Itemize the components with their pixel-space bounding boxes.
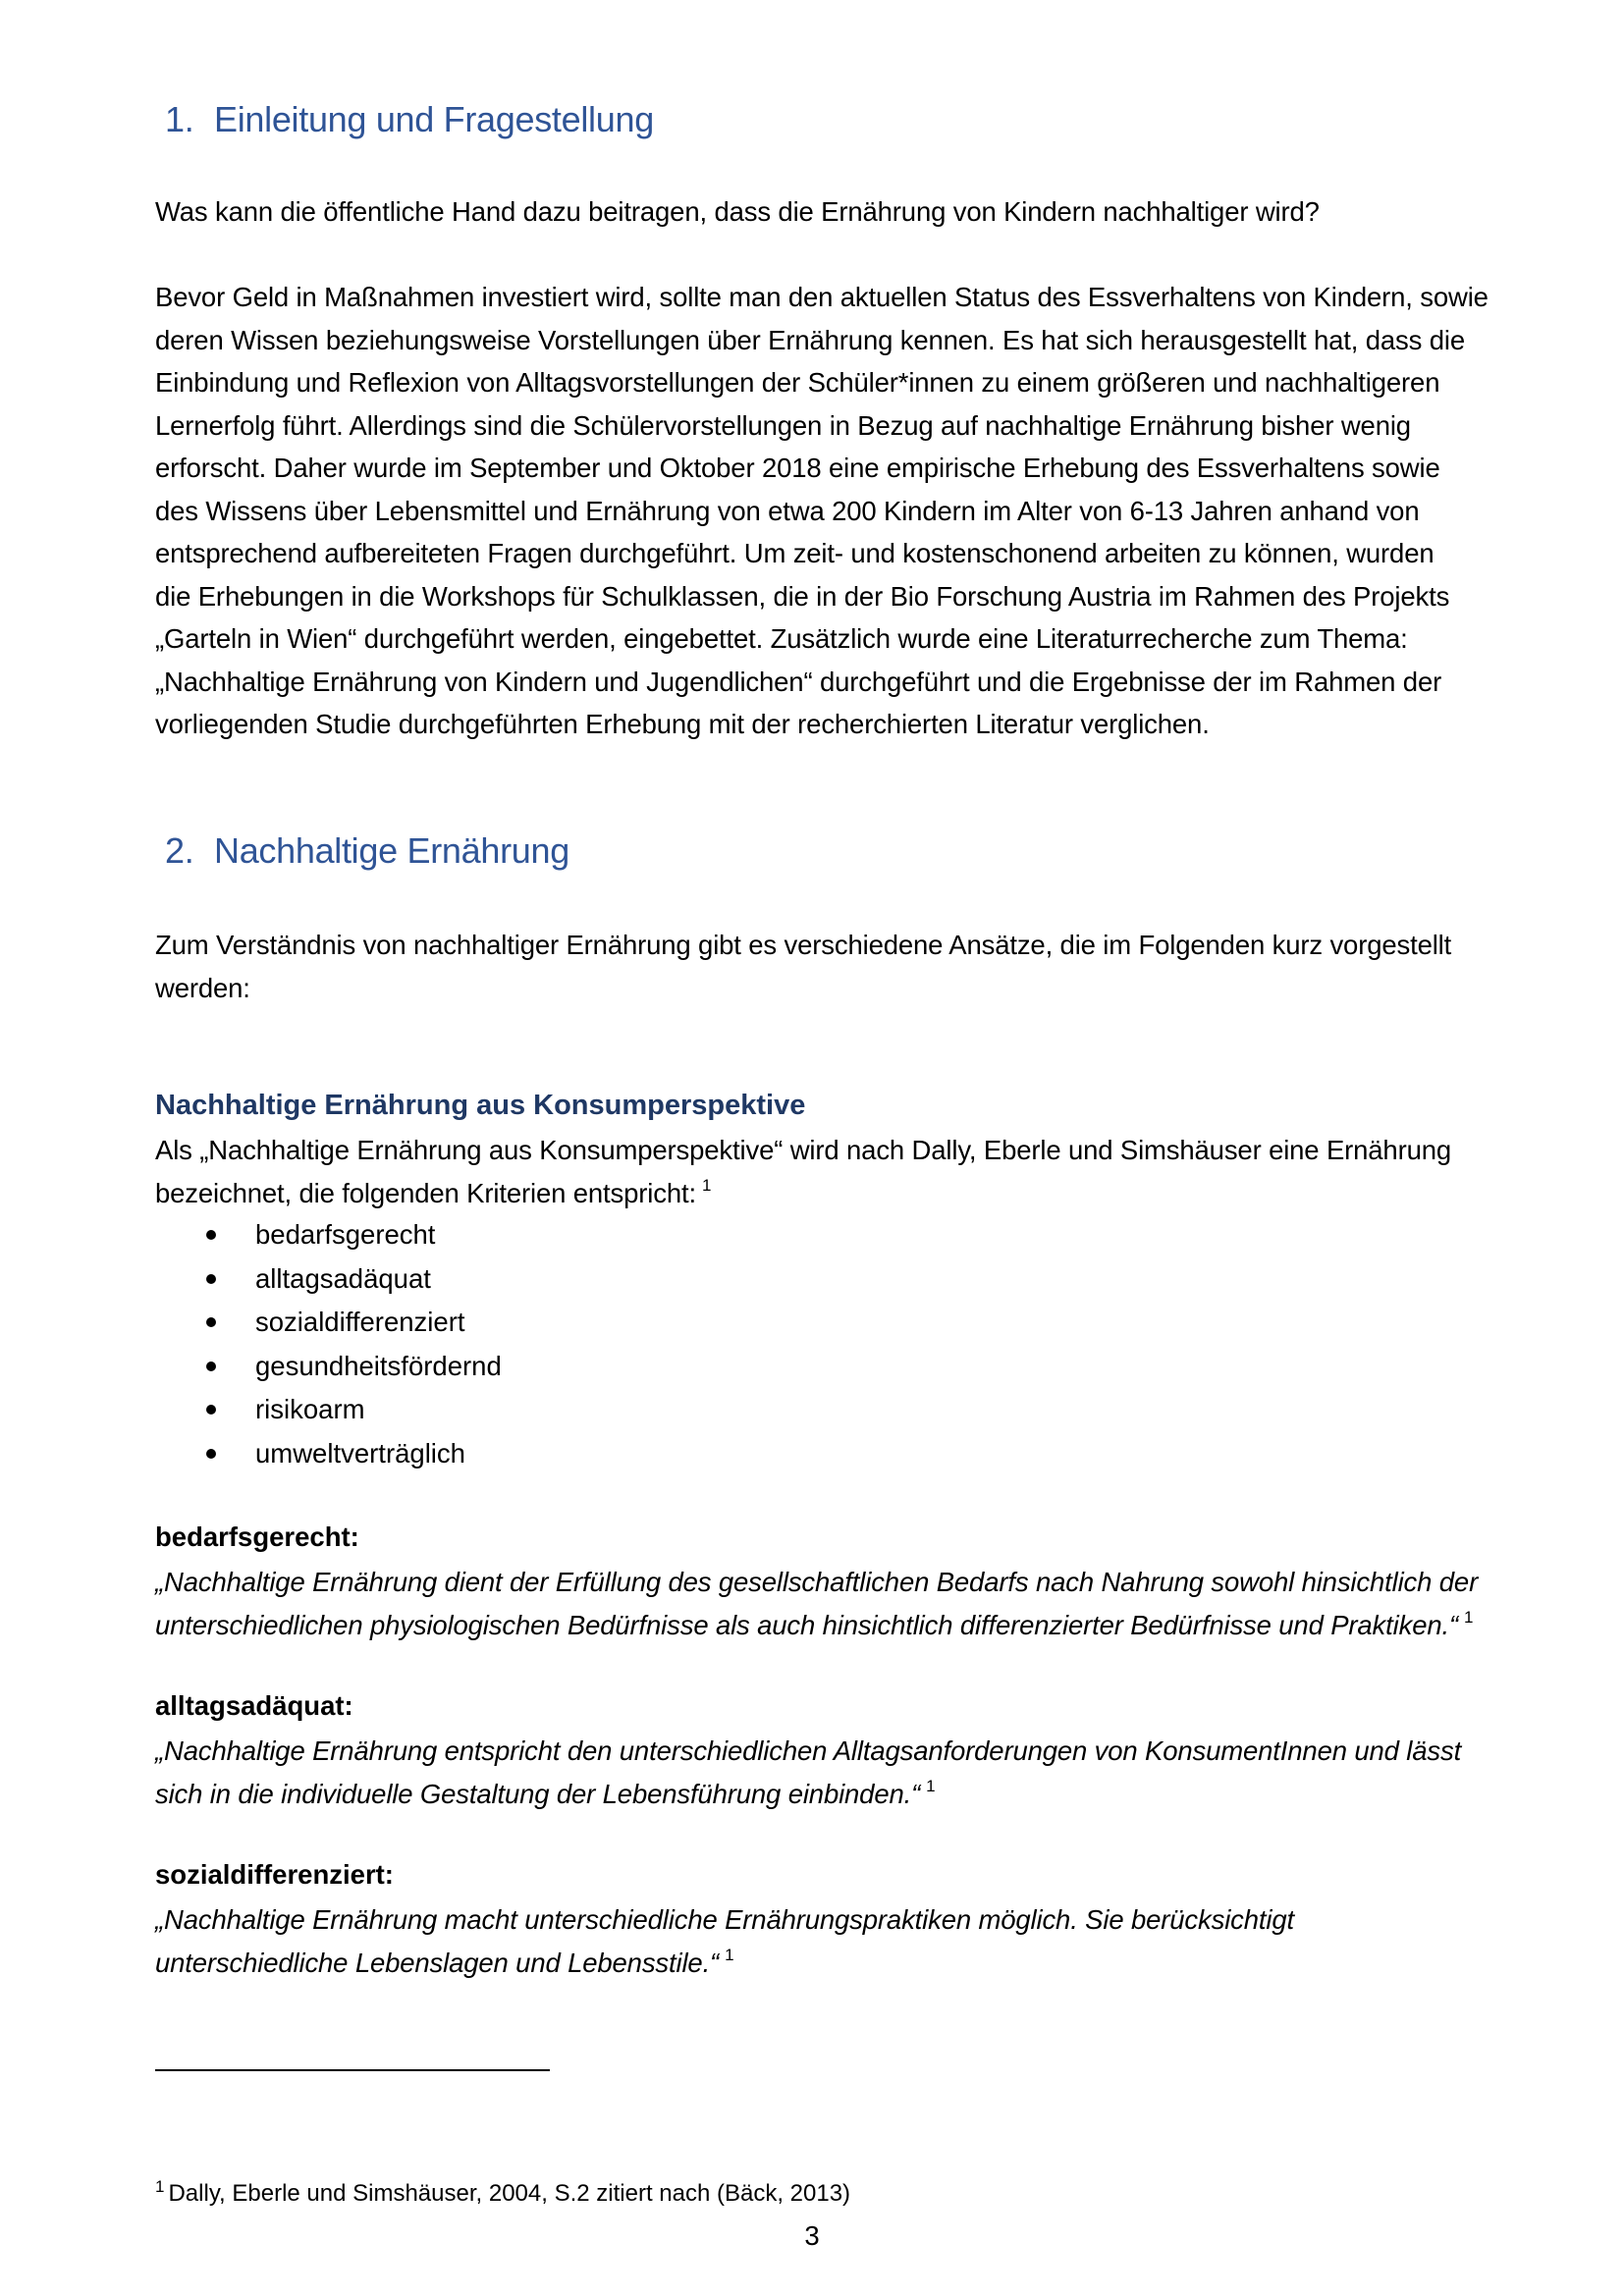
sub-intro-line	[155, 1172, 1549, 1219]
quote-line	[155, 1604, 1478, 1651]
sub-intro-text: bezeichnet, die folgenden Kriterien entspricht:	[155, 1177, 696, 1208]
body-line: „Garteln in Wien“ durchgeführt werden, eingebettet. Zusätzlich wurde eine Literaturrecherche zum Thema:	[155, 623, 1408, 654]
criteria-label: risikoarm	[255, 1394, 365, 1424]
sub-intro	[155, 1129, 1549, 1218]
bullet-icon	[206, 1274, 216, 1284]
footnote-reference[interactable]: 1	[701, 1175, 712, 1195]
quote-line: „Nachhaltige Ernährung dient der Erfüllung des gesellschaftlichen Bedarfs nach Nahrung sowohl hinsichtlich der	[155, 1567, 1479, 1597]
criteria-label: gesundheitsfördernd	[255, 1350, 502, 1381]
body-line: Bevor Geld in Maßnahmen investiert wird, sollte man den aktuellen Status des Essverhaltens von Kindern, sowie	[155, 282, 1489, 312]
list-item	[155, 1301, 502, 1345]
body-line: deren Wissen beziehungsweise Vorstellungen über Ernährung kennen. Es hat sich herausgestellt hat, dass die	[155, 324, 1465, 355]
bullet-icon	[206, 1362, 216, 1371]
definition-quote	[155, 1561, 1478, 1650]
quote-text: sich in die individuelle Gestaltung der Lebensführung einbinden.“	[155, 1778, 921, 1809]
body-line: des Wissens über Lebensmittel und Ernährung von etwa 200 Kindern im Alter von 6-13 Jahren anhand von	[155, 495, 1420, 526]
intro-line: Zum Verständnis von nachhaltiger Ernährung gibt es verschiedene Ansätze, die im Folgenden kurz vorgestellt	[155, 930, 1452, 960]
question-line: Was kann die öffentliche Hand dazu beitragen, dass die Ernährung von Kindern nachhaltiger wird?	[155, 196, 1320, 227]
footnote-reference[interactable]: 1	[725, 1945, 734, 1964]
section-1-body	[155, 276, 1549, 746]
definition-term: sozialdifferenziert:	[155, 1859, 394, 1890]
definition-quote	[155, 1730, 1461, 1819]
section-1-number: 1.	[165, 99, 194, 139]
section-2-intro	[155, 924, 1549, 1009]
quote-text: unterschiedliche Lebenslagen und Lebensstile.“	[155, 1947, 720, 1978]
footnote-reference[interactable]: 1	[926, 1776, 936, 1795]
body-line: vorliegenden Studie durchgeführten Erhebung mit der recherchierten Literatur verglichen.	[155, 709, 1210, 739]
section-2-heading	[165, 830, 569, 872]
quote-line: „Nachhaltige Ernährung entspricht den unterschiedlichen Alltagsanforderungen von KonsumentInnen und lässt	[155, 1735, 1462, 1766]
criteria-list	[155, 1213, 502, 1475]
footnote-text: Dally, Eberle und Simshäuser, 2004, S.2 zitiert nach (Bäck, 2013)	[168, 2180, 851, 2207]
definition-term: alltagsadäquat:	[155, 1690, 353, 1721]
quote-text: unterschiedlichen physiologischen Bedürfnisse als auch hinsichtlich differenzierter Bedürfnisse und Praktiken.“	[155, 1609, 1458, 1640]
criteria-label: bedarfsgerecht	[255, 1219, 436, 1250]
body-line: die Erhebungen in die Workshops für Schulklassen, die in der Bio Forschung Austria im Rahmen des Projekts	[155, 580, 1450, 612]
page-number: 3	[804, 2220, 820, 2251]
body-line: Lernerfolg führt. Allerdings sind die Schülervorstellungen in Bezug auf nachhaltige Ernährung bisher wenig	[155, 409, 1411, 441]
footnote-separator	[155, 2069, 550, 2071]
bullet-icon	[206, 1230, 216, 1240]
sub-intro-line: Als „Nachhaltige Ernährung aus Konsumperspektive“ wird nach Dally, Eberle und Simshäuser eine Ernährung	[155, 1135, 1452, 1165]
body-line: „Nachhaltige Ernährung von Kindern und Jugendlichen“ durchgeführt und die Ergebnisse der im Rahmen der	[155, 666, 1442, 697]
bullet-icon	[206, 1405, 216, 1415]
body-line: entsprechend aufbereiteten Fragen durchgeführt. Um zeit- und kostenschonend arbeiten zu können, wurden	[155, 538, 1435, 568]
subheading-konsumperspektive: Nachhaltige Ernährung aus Konsumperspektive	[155, 1090, 806, 1121]
bullet-icon	[206, 1317, 216, 1327]
quote-line	[155, 1773, 1461, 1820]
criteria-label: sozialdifferenziert	[255, 1307, 465, 1337]
bullet-icon	[206, 1449, 216, 1459]
quote-line	[155, 1942, 1294, 1989]
footnote	[155, 2177, 851, 2208]
footnote-mark: 1	[155, 2177, 165, 2196]
intro-line: werden:	[155, 972, 250, 1003]
list-item	[155, 1213, 502, 1257]
footnote-reference[interactable]: 1	[1464, 1607, 1474, 1627]
definition-quote	[155, 1898, 1294, 1988]
list-item	[155, 1432, 502, 1476]
list-item	[155, 1388, 502, 1432]
list-item	[155, 1257, 502, 1302]
section-2-title: Nachhaltige Ernährung	[214, 830, 569, 871]
list-item	[155, 1345, 502, 1389]
criteria-label: umweltverträglich	[255, 1437, 465, 1468]
definition-term: bedarfsgerecht:	[155, 1522, 359, 1552]
section-1-heading	[165, 99, 654, 140]
body-line: erforscht. Daher wurde im September und Oktober 2018 eine empirische Erhebung des Essverhaltens sowie	[155, 453, 1440, 483]
criteria-label: alltagsadäquat	[255, 1262, 431, 1294]
body-line: Einbindung und Reflexion von Alltagsvorstellungen der Schüler*innen zu einem größeren und nachhaltigeren	[155, 367, 1440, 398]
section-2-number: 2.	[165, 830, 194, 871]
section-1-title: Einleitung und Fragestellung	[214, 99, 654, 139]
quote-line: „Nachhaltige Ernährung macht unterschiedliche Ernährungspraktiken möglich. Sie berücksichtigt	[155, 1904, 1294, 1935]
research-question	[155, 190, 1549, 234]
